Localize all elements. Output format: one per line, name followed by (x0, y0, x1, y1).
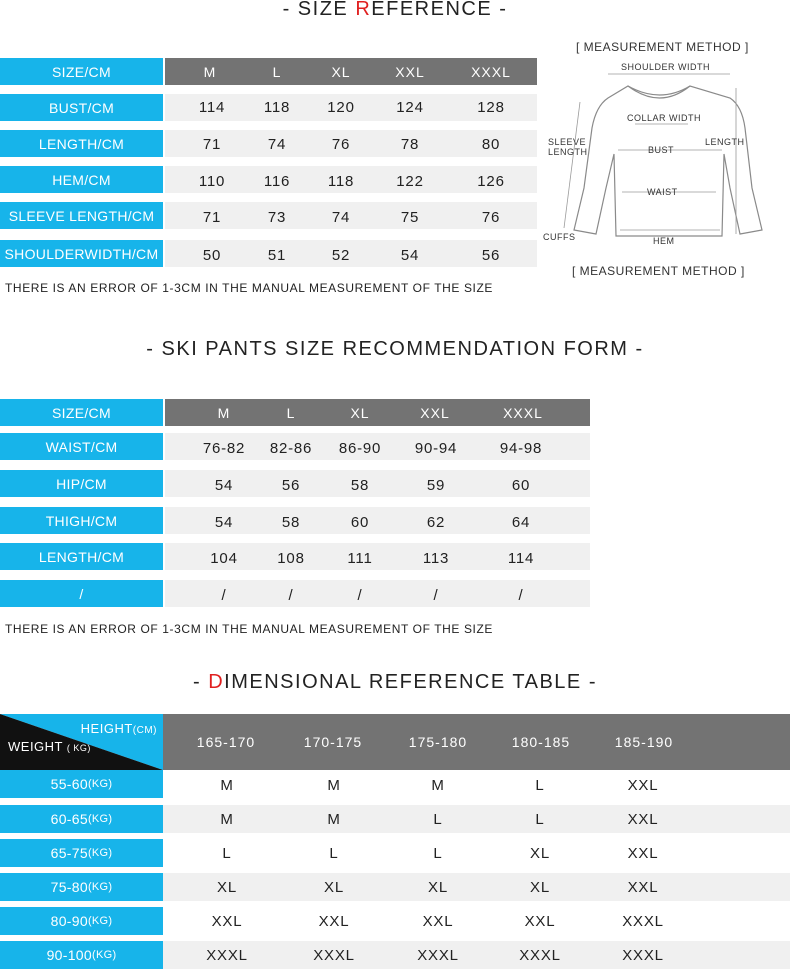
cell: L (329, 845, 339, 862)
cell: / (433, 587, 439, 604)
cell: XXXL (622, 913, 664, 930)
cell: 52 (331, 247, 351, 264)
pants-header-row (165, 399, 590, 426)
cell: 110 (198, 173, 226, 190)
cell: XXXL (519, 947, 561, 964)
row-label-bust: BUST/CM (0, 94, 163, 121)
row-label-length: LENGTH/CM (0, 130, 163, 157)
cell: XL (428, 879, 448, 896)
cell: 124 (396, 99, 424, 116)
pants-header-label: SIZE/CM (0, 399, 163, 426)
cell: L (535, 777, 545, 794)
corner-weight-label: WEIGHT ( KG) (8, 739, 91, 754)
dimensional-title: - DIMENSIONAL REFERENCE TABLE - (193, 671, 597, 693)
cell: 104 (210, 550, 238, 567)
ski-pants-title: - SKI PANTS SIZE RECOMMENDATION FORM - (146, 338, 644, 360)
weight-label-65-75: 65-75 (KG) (0, 839, 163, 867)
cell: 54 (214, 477, 234, 494)
size-reference-title: - SIZE REFERENCE - (282, 0, 508, 20)
cell: 54 (214, 514, 234, 531)
label-sleeve-length-2: LENGTH (548, 147, 588, 157)
cell: XL (530, 845, 550, 862)
cell: M (431, 777, 445, 794)
cell: 108 (277, 550, 305, 567)
size-header-m: M (203, 64, 217, 80)
height-175-180: 175-180 (408, 734, 468, 750)
cell: 60 (350, 514, 370, 531)
weight-label-55-60: 55-60 (KG) (0, 770, 163, 798)
cell: XXL (627, 879, 659, 896)
cell: 114 (507, 550, 535, 567)
weight-label-80-90: 80-90 (KG) (0, 907, 163, 935)
cell: 118 (263, 99, 291, 116)
cell: 76 (481, 209, 501, 226)
size-header-label: SIZE/CM (0, 58, 163, 85)
cell: 62 (426, 514, 446, 531)
cell: 51 (267, 247, 287, 264)
row-label-hip: HIP/CM (0, 470, 163, 497)
cell: 56 (481, 247, 501, 264)
pants-header-xxl: XXL (420, 405, 450, 421)
cell: 82-86 (269, 440, 313, 457)
cell: M (220, 777, 234, 794)
cell: XL (217, 879, 237, 896)
cell: XXXL (417, 947, 459, 964)
pants-header-xxxl: XXXL (503, 405, 543, 421)
cell: 118 (327, 173, 355, 190)
cell: 73 (267, 209, 287, 226)
corner-height-label: HEIGHT(CM) (80, 721, 157, 736)
cell: M (327, 777, 341, 794)
cell: / (221, 587, 227, 604)
cell: 86-90 (338, 440, 382, 457)
cell: 76 (331, 136, 351, 153)
cell: 50 (202, 247, 222, 264)
size-header-l: L (272, 64, 282, 80)
cell: 71 (202, 136, 222, 153)
row-label-slash: / (0, 580, 163, 607)
cell: 76-82 (202, 440, 246, 457)
size-header-xxxl: XXXL (471, 64, 511, 80)
cell: XXXL (206, 947, 248, 964)
pants-header-m: M (217, 405, 231, 421)
row-label-pants-length: LENGTH/CM (0, 543, 163, 570)
size-header-xl: XL (331, 64, 351, 80)
label-collar-width: COLLAR WIDTH (627, 113, 702, 123)
size-reference-note: THERE IS AN ERROR OF 1-3CM IN THE MANUAL MEASUREMENT OF THE SIZE (5, 281, 494, 295)
height-170-175: 170-175 (303, 734, 363, 750)
label-bust: BUST (648, 145, 675, 155)
cell: XXL (627, 811, 659, 828)
height-header-row (163, 714, 790, 770)
label-length: LENGTH (705, 137, 745, 147)
row-slash (165, 580, 590, 607)
label-cuffs: CUFFS (543, 232, 576, 242)
height-165-170: 165-170 (196, 734, 256, 750)
cell: 120 (327, 99, 355, 116)
height-185-190: 185-190 (614, 734, 674, 750)
cell: XXL (318, 913, 350, 930)
ski-pants-note: THERE IS AN ERROR OF 1-3CM IN THE MANUAL MEASUREMENT OF THE SIZE (5, 622, 494, 636)
cell: 58 (350, 477, 370, 494)
cell: XL (530, 879, 550, 896)
label-waist: WAIST (647, 187, 678, 197)
row-55-60 (163, 770, 790, 798)
cell: 71 (202, 209, 222, 226)
pants-header-xl: XL (350, 405, 370, 421)
cell: XXL (524, 913, 556, 930)
cell: L (222, 845, 232, 862)
measurement-caption-top: [ MEASUREMENT METHOD ] (576, 40, 749, 54)
size-header-row (165, 58, 537, 85)
cell: M (327, 811, 341, 828)
cell: XL (324, 879, 344, 896)
row-label-sleeve-length: SLEEVE LENGTH/CM (0, 202, 163, 229)
cell: 75 (400, 209, 420, 226)
label-hem: HEM (653, 236, 675, 246)
cell: 64 (511, 514, 531, 531)
cell: L (433, 845, 443, 862)
height-weight-corner (0, 714, 163, 770)
weight-label-60-65: 60-65 (KG) (0, 805, 163, 833)
cell: XXL (422, 913, 454, 930)
cell: / (518, 587, 524, 604)
cell: 113 (422, 550, 450, 567)
pants-header-l: L (286, 405, 296, 421)
cell: 78 (400, 136, 420, 153)
cell: 54 (400, 247, 420, 264)
cell: 94-98 (499, 440, 543, 457)
cell: L (433, 811, 443, 828)
cell: / (357, 587, 363, 604)
cell: XXL (627, 845, 659, 862)
row-60-65 (163, 805, 790, 833)
cell: 59 (426, 477, 446, 494)
cell: / (288, 587, 294, 604)
row-90-100 (163, 941, 790, 969)
row-label-thigh: THIGH/CM (0, 507, 163, 534)
row-label-shoulder-width: SHOULDERWIDTH/CM (0, 240, 163, 267)
row-75-80 (163, 873, 790, 901)
cell: 114 (198, 99, 226, 116)
cell: L (535, 811, 545, 828)
weight-label-75-80: 75-80 (KG) (0, 873, 163, 901)
cell: 111 (347, 550, 373, 567)
cell: 116 (263, 173, 291, 190)
row-label-hem: HEM/CM (0, 166, 163, 193)
cell: XXL (211, 913, 243, 930)
cell: 74 (331, 209, 351, 226)
cell: XXXL (622, 947, 664, 964)
label-shoulder-width: SHOULDER WIDTH (621, 62, 711, 72)
cell: M (220, 811, 234, 828)
shirt-outline (540, 58, 780, 258)
cell: 90-94 (414, 440, 458, 457)
row-80-90 (163, 907, 790, 935)
cell: 126 (477, 173, 505, 190)
size-header-xxl: XXL (395, 64, 425, 80)
cell: 58 (281, 514, 301, 531)
measurement-caption-bottom: [ MEASUREMENT METHOD ] (572, 264, 745, 278)
weight-label-90-100: 90-100 (KG) (0, 941, 163, 969)
height-180-185: 180-185 (511, 734, 571, 750)
label-sleeve-length-1: SLEEVE (548, 137, 587, 147)
cell: 74 (267, 136, 287, 153)
cell: XXXL (313, 947, 355, 964)
cell: 128 (477, 99, 505, 116)
cell: XXL (627, 777, 659, 794)
row-65-75 (163, 839, 790, 867)
cell: 56 (281, 477, 301, 494)
cell: 60 (511, 477, 531, 494)
cell: 122 (396, 173, 424, 190)
row-label-waist: WAIST/CM (0, 433, 163, 460)
cell: 80 (481, 136, 501, 153)
